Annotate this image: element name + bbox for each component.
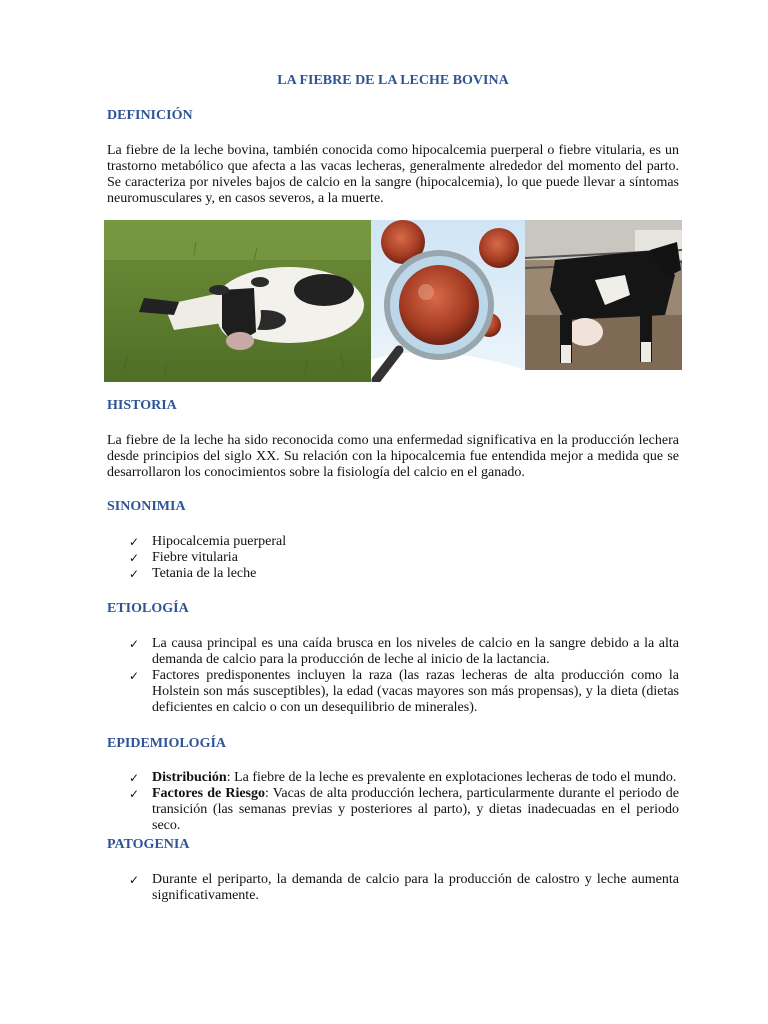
photo-magnifier-cells — [371, 220, 525, 382]
photo-cow-lying — [104, 220, 371, 382]
checkmark-icon: ✓ — [129, 637, 140, 651]
list-item: ✓ Durante el periparto, la demanda de calcio para la producción de calostro y leche aumenta significativamente. — [129, 872, 679, 903]
heading-historia: HISTORIA — [107, 398, 177, 413]
heading-epidemiologia: EPIDEMIOLOGÍA — [107, 736, 227, 751]
photo-cow-standing — [525, 220, 682, 370]
checkmark-icon: ✓ — [129, 669, 140, 683]
list-item: ✓ Factores de Riesgo: Vacas de alta producción lechera, particularmente durante el periodo de transición (las semanas previas y posteriores al parto), y dietas inadecuadas en el periodo seco. — [129, 786, 679, 833]
list-item: ✓ Tetania de la leche — [129, 566, 257, 581]
checkmark-icon: ✓ — [129, 535, 140, 549]
heading-patogenia: PATOGENIA — [107, 837, 190, 852]
photo-strip — [104, 220, 682, 382]
heading-etiologia: ETIOLOGÍA — [107, 601, 189, 616]
list-item: ✓ Factores predisponentes incluyen la raza (las razas lecheras de alta producción como la Holstein son más susceptibles), la edad (vacas mayores son más propensas), y la dieta (dietas deficientes en calcio o con un desequilibrio de minerales). — [129, 668, 679, 715]
checkmark-icon: ✓ — [129, 787, 140, 801]
document-title: LA FIEBRE DE LA LECHE BOVINA — [277, 73, 509, 88]
list-item: ✓ Distribución: La fiebre de la leche es prevalente en explotaciones lecheras de todo el mundo. — [129, 770, 677, 785]
patogenia-list — [107, 872, 679, 904]
sinonimia-list — [107, 534, 679, 582]
list-item: ✓ Fiebre vitularia — [129, 550, 238, 565]
heading-sinonimia: SINONIMIA — [107, 499, 186, 514]
checkmark-icon: ✓ — [129, 873, 140, 887]
list-item: ✓ La causa principal es una caída brusca en los niveles de calcio en la sangre debido a la alta demanda de calcio para la producción de leche al inicio de la lactancia. — [129, 636, 679, 667]
paragraph-historia: La fiebre de la leche ha sido reconocida como una enfermedad significativa en la producción lechera desde principios del siglo XX. Su relación con la hipocalcemia fue entendida mejor a medida que se desarrollaron los conocimientos sobre la fisiología del calcio en el ganado. — [107, 433, 679, 480]
etiologia-list — [107, 636, 679, 716]
checkmark-icon: ✓ — [129, 771, 140, 785]
epidemiologia-list — [107, 770, 679, 834]
heading-definicion: DEFINICIÓN — [107, 108, 193, 123]
checkmark-icon: ✓ — [129, 567, 140, 581]
paragraph-definicion: La fiebre de la leche bovina, también conocida como hipocalcemia puerperal o fiebre vitularia, es un trastorno metabólico que afecta a las vacas lecheras, generalmente alrededor del momento del parto. Se caracteriza por niveles bajos de calcio en la sangre (hipocalcemia), lo que puede llevar a síntomas neuromusculares y, en casos severos, a la muerte. — [107, 143, 679, 206]
checkmark-icon: ✓ — [129, 551, 140, 565]
list-item: ✓ Hipocalcemia puerperal — [129, 534, 287, 549]
